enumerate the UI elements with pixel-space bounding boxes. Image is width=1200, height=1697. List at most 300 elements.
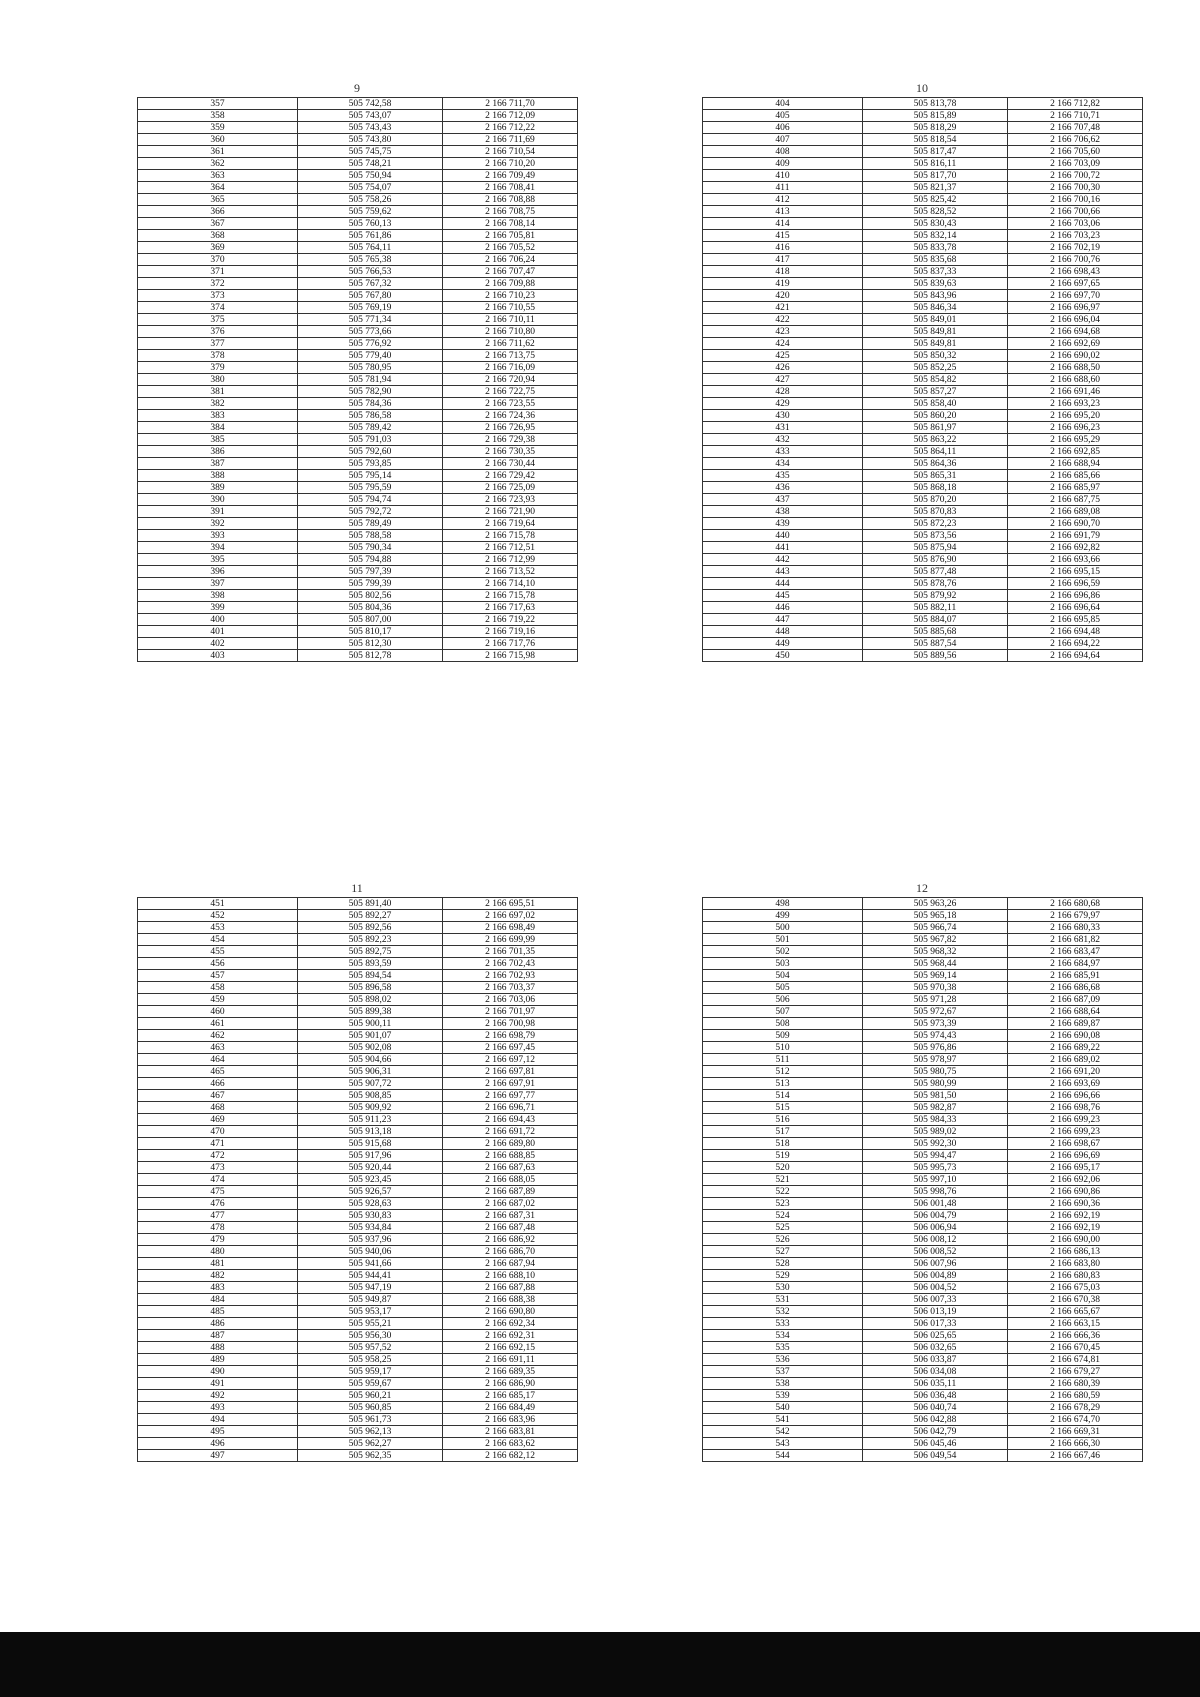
point-number-cell: 462 — [138, 1030, 298, 1042]
x-coordinate-cell: 505 771,34 — [298, 314, 443, 326]
point-number-cell: 539 — [703, 1390, 863, 1402]
y-coordinate-cell: 2 166 667,46 — [1008, 1450, 1143, 1462]
table-row — [703, 206, 1143, 218]
point-number-cell: 502 — [703, 946, 863, 958]
y-coordinate-cell: 2 166 705,60 — [1008, 146, 1143, 158]
point-number-cell: 521 — [703, 1174, 863, 1186]
y-coordinate-cell: 2 166 715,78 — [443, 530, 578, 542]
x-coordinate-cell: 505 788,58 — [298, 530, 443, 542]
point-number-cell: 423 — [703, 326, 863, 338]
x-coordinate-cell: 505 795,59 — [298, 482, 443, 494]
table-row — [703, 182, 1143, 194]
x-coordinate-cell: 505 885,68 — [863, 626, 1008, 638]
y-coordinate-cell: 2 166 689,08 — [1008, 506, 1143, 518]
point-number-cell: 507 — [703, 1006, 863, 1018]
table-row — [703, 1126, 1143, 1138]
x-coordinate-cell: 505 940,06 — [298, 1246, 443, 1258]
point-number-cell: 395 — [138, 554, 298, 566]
table-row — [703, 1102, 1143, 1114]
x-coordinate-cell: 505 891,40 — [298, 898, 443, 910]
x-coordinate-cell: 506 007,96 — [863, 1258, 1008, 1270]
y-coordinate-cell: 2 166 674,81 — [1008, 1354, 1143, 1366]
y-coordinate-cell: 2 166 706,62 — [1008, 134, 1143, 146]
x-coordinate-cell: 505 926,57 — [298, 1186, 443, 1198]
table-row — [138, 446, 578, 458]
y-coordinate-cell: 2 166 708,75 — [443, 206, 578, 218]
y-coordinate-cell: 2 166 687,89 — [443, 1186, 578, 1198]
x-coordinate-cell: 505 789,49 — [298, 518, 443, 530]
table-row — [703, 614, 1143, 626]
table-row — [138, 626, 578, 638]
y-coordinate-cell: 2 166 687,94 — [443, 1258, 578, 1270]
y-coordinate-cell: 2 166 693,69 — [1008, 1078, 1143, 1090]
point-number-cell: 361 — [138, 146, 298, 158]
table-row — [138, 530, 578, 542]
y-coordinate-cell: 2 166 694,48 — [1008, 626, 1143, 638]
y-coordinate-cell: 2 166 697,45 — [443, 1042, 578, 1054]
point-number-cell: 378 — [138, 350, 298, 362]
y-coordinate-cell: 2 166 670,38 — [1008, 1294, 1143, 1306]
x-coordinate-cell: 505 973,39 — [863, 1018, 1008, 1030]
x-coordinate-cell: 505 971,28 — [863, 994, 1008, 1006]
point-number-cell: 467 — [138, 1090, 298, 1102]
table-row — [703, 1390, 1143, 1402]
y-coordinate-cell: 2 166 700,30 — [1008, 182, 1143, 194]
table-row — [138, 554, 578, 566]
table-row — [138, 1246, 578, 1258]
y-coordinate-cell: 2 166 729,38 — [443, 434, 578, 446]
y-coordinate-cell: 2 166 725,09 — [443, 482, 578, 494]
point-number-cell: 516 — [703, 1114, 863, 1126]
table-row — [138, 362, 578, 374]
point-number-cell: 485 — [138, 1306, 298, 1318]
table-row — [703, 922, 1143, 934]
x-coordinate-cell: 505 839,63 — [863, 278, 1008, 290]
table-row — [138, 410, 578, 422]
x-coordinate-cell: 505 984,33 — [863, 1114, 1008, 1126]
x-coordinate-cell: 505 743,07 — [298, 110, 443, 122]
x-coordinate-cell: 505 896,58 — [298, 982, 443, 994]
point-number-cell: 359 — [138, 122, 298, 134]
y-coordinate-cell: 2 166 711,69 — [443, 134, 578, 146]
y-coordinate-cell: 2 166 723,93 — [443, 494, 578, 506]
table-row — [703, 1042, 1143, 1054]
point-number-cell: 509 — [703, 1030, 863, 1042]
table-row — [138, 1090, 578, 1102]
coordinates-table — [702, 897, 1143, 1462]
table-row — [703, 506, 1143, 518]
point-number-cell: 494 — [138, 1414, 298, 1426]
table-row — [138, 1390, 578, 1402]
x-coordinate-cell: 505 849,01 — [863, 314, 1008, 326]
y-coordinate-cell: 2 166 722,75 — [443, 386, 578, 398]
y-coordinate-cell: 2 166 688,94 — [1008, 458, 1143, 470]
y-coordinate-cell: 2 166 695,29 — [1008, 434, 1143, 446]
table-row — [703, 970, 1143, 982]
x-coordinate-cell: 505 761,86 — [298, 230, 443, 242]
point-number-cell: 432 — [703, 434, 863, 446]
x-coordinate-cell: 505 962,13 — [298, 1426, 443, 1438]
table-row — [703, 1270, 1143, 1282]
x-coordinate-cell: 505 878,76 — [863, 578, 1008, 590]
point-number-cell: 457 — [138, 970, 298, 982]
x-coordinate-cell: 505 857,27 — [863, 386, 1008, 398]
table-row — [703, 314, 1143, 326]
y-coordinate-cell: 2 166 692,85 — [1008, 446, 1143, 458]
y-coordinate-cell: 2 166 695,85 — [1008, 614, 1143, 626]
point-number-cell: 481 — [138, 1258, 298, 1270]
point-number-cell: 474 — [138, 1174, 298, 1186]
y-coordinate-cell: 2 166 700,66 — [1008, 206, 1143, 218]
table-row — [703, 1414, 1143, 1426]
coordinates-table — [702, 97, 1143, 662]
table-row — [703, 230, 1143, 242]
table-row — [138, 566, 578, 578]
x-coordinate-cell: 505 864,36 — [863, 458, 1008, 470]
y-coordinate-cell: 2 166 714,10 — [443, 578, 578, 590]
point-number-cell: 477 — [138, 1210, 298, 1222]
point-number-cell: 417 — [703, 254, 863, 266]
table-row — [703, 1330, 1143, 1342]
point-number-cell: 449 — [703, 638, 863, 650]
y-coordinate-cell: 2 166 717,63 — [443, 602, 578, 614]
y-coordinate-cell: 2 166 712,09 — [443, 110, 578, 122]
point-number-cell: 452 — [138, 910, 298, 922]
y-coordinate-cell: 2 166 708,41 — [443, 182, 578, 194]
table-row — [138, 458, 578, 470]
y-coordinate-cell: 2 166 688,60 — [1008, 374, 1143, 386]
point-number-cell: 428 — [703, 386, 863, 398]
table-row — [138, 1426, 578, 1438]
x-coordinate-cell: 505 957,52 — [298, 1342, 443, 1354]
x-coordinate-cell: 505 793,85 — [298, 458, 443, 470]
point-number-cell: 434 — [703, 458, 863, 470]
table-row — [138, 1150, 578, 1162]
x-coordinate-cell: 505 968,44 — [863, 958, 1008, 970]
y-coordinate-cell: 2 166 703,09 — [1008, 158, 1143, 170]
point-number-cell: 416 — [703, 242, 863, 254]
y-coordinate-cell: 2 166 715,78 — [443, 590, 578, 602]
table-row — [138, 1030, 578, 1042]
table-row — [138, 1450, 578, 1462]
y-coordinate-cell: 2 166 698,79 — [443, 1030, 578, 1042]
y-coordinate-cell: 2 166 692,82 — [1008, 542, 1143, 554]
point-number-cell: 439 — [703, 518, 863, 530]
point-number-cell: 366 — [138, 206, 298, 218]
point-number-cell: 455 — [138, 946, 298, 958]
x-coordinate-cell: 505 904,66 — [298, 1054, 443, 1066]
point-number-cell: 503 — [703, 958, 863, 970]
table-row — [703, 1210, 1143, 1222]
x-coordinate-cell: 505 962,27 — [298, 1438, 443, 1450]
y-coordinate-cell: 2 166 680,83 — [1008, 1270, 1143, 1282]
y-coordinate-cell: 2 166 702,43 — [443, 958, 578, 970]
x-coordinate-cell: 505 876,90 — [863, 554, 1008, 566]
y-coordinate-cell: 2 166 700,72 — [1008, 170, 1143, 182]
table-row — [138, 374, 578, 386]
x-coordinate-cell: 505 812,78 — [298, 650, 443, 662]
y-coordinate-cell: 2 166 681,82 — [1008, 934, 1143, 946]
x-coordinate-cell: 505 928,63 — [298, 1198, 443, 1210]
y-coordinate-cell: 2 166 710,55 — [443, 302, 578, 314]
table-row — [138, 1318, 578, 1330]
point-number-cell: 410 — [703, 170, 863, 182]
table-row — [138, 302, 578, 314]
point-number-cell: 371 — [138, 266, 298, 278]
y-coordinate-cell: 2 166 700,16 — [1008, 194, 1143, 206]
point-number-cell: 374 — [138, 302, 298, 314]
table-row — [138, 290, 578, 302]
point-number-cell: 401 — [138, 626, 298, 638]
point-number-cell: 480 — [138, 1246, 298, 1258]
y-coordinate-cell: 2 166 679,27 — [1008, 1366, 1143, 1378]
x-coordinate-cell: 505 821,37 — [863, 182, 1008, 194]
table-row — [703, 1174, 1143, 1186]
point-number-cell: 436 — [703, 482, 863, 494]
point-number-cell: 372 — [138, 278, 298, 290]
table-row — [703, 626, 1143, 638]
table-row — [703, 898, 1143, 910]
x-coordinate-cell: 505 995,73 — [863, 1162, 1008, 1174]
x-coordinate-cell: 505 969,14 — [863, 970, 1008, 982]
point-number-cell: 505 — [703, 982, 863, 994]
y-coordinate-cell: 2 166 730,44 — [443, 458, 578, 470]
table-row — [138, 1282, 578, 1294]
point-number-cell: 461 — [138, 1018, 298, 1030]
point-number-cell: 493 — [138, 1402, 298, 1414]
table-row — [703, 994, 1143, 1006]
table-row — [703, 1198, 1143, 1210]
table-row — [703, 218, 1143, 230]
x-coordinate-cell: 505 900,11 — [298, 1018, 443, 1030]
x-coordinate-cell: 505 758,26 — [298, 194, 443, 206]
x-coordinate-cell: 505 794,74 — [298, 494, 443, 506]
x-coordinate-cell: 505 750,94 — [298, 170, 443, 182]
x-coordinate-cell: 505 760,13 — [298, 218, 443, 230]
y-coordinate-cell: 2 166 702,19 — [1008, 242, 1143, 254]
x-coordinate-cell: 505 776,92 — [298, 338, 443, 350]
point-number-cell: 536 — [703, 1354, 863, 1366]
y-coordinate-cell: 2 166 665,67 — [1008, 1306, 1143, 1318]
x-coordinate-cell: 505 748,21 — [298, 158, 443, 170]
table-row — [703, 146, 1143, 158]
x-coordinate-cell: 505 907,72 — [298, 1078, 443, 1090]
x-coordinate-cell: 505 894,54 — [298, 970, 443, 982]
point-number-cell: 357 — [138, 98, 298, 110]
point-number-cell: 504 — [703, 970, 863, 982]
y-coordinate-cell: 2 166 687,75 — [1008, 494, 1143, 506]
point-number-cell: 512 — [703, 1066, 863, 1078]
point-number-cell: 375 — [138, 314, 298, 326]
table-row — [138, 1078, 578, 1090]
point-number-cell: 524 — [703, 1210, 863, 1222]
table-row — [138, 182, 578, 194]
x-coordinate-cell: 506 040,74 — [863, 1402, 1008, 1414]
table-row — [703, 1282, 1143, 1294]
y-coordinate-cell: 2 166 716,09 — [443, 362, 578, 374]
y-coordinate-cell: 2 166 696,69 — [1008, 1150, 1143, 1162]
x-coordinate-cell: 505 960,85 — [298, 1402, 443, 1414]
point-number-cell: 526 — [703, 1234, 863, 1246]
table-row — [703, 910, 1143, 922]
point-number-cell: 370 — [138, 254, 298, 266]
x-coordinate-cell: 505 972,67 — [863, 1006, 1008, 1018]
point-number-cell: 468 — [138, 1102, 298, 1114]
point-number-cell: 400 — [138, 614, 298, 626]
x-coordinate-cell: 505 892,56 — [298, 922, 443, 934]
point-number-cell: 484 — [138, 1294, 298, 1306]
table-row — [138, 494, 578, 506]
point-number-cell: 496 — [138, 1438, 298, 1450]
point-number-cell: 402 — [138, 638, 298, 650]
table-row — [138, 1054, 578, 1066]
point-number-cell: 514 — [703, 1090, 863, 1102]
x-coordinate-cell: 505 818,29 — [863, 122, 1008, 134]
y-coordinate-cell: 2 166 717,76 — [443, 638, 578, 650]
table-row — [138, 1258, 578, 1270]
table-row — [703, 1150, 1143, 1162]
x-coordinate-cell: 505 920,44 — [298, 1162, 443, 1174]
x-coordinate-cell: 505 792,72 — [298, 506, 443, 518]
y-coordinate-cell: 2 166 683,47 — [1008, 946, 1143, 958]
x-coordinate-cell: 505 959,17 — [298, 1366, 443, 1378]
y-coordinate-cell: 2 166 713,52 — [443, 566, 578, 578]
y-coordinate-cell: 2 166 684,97 — [1008, 958, 1143, 970]
point-number-cell: 530 — [703, 1282, 863, 1294]
point-number-cell: 519 — [703, 1150, 863, 1162]
y-coordinate-cell: 2 166 710,20 — [443, 158, 578, 170]
x-coordinate-cell: 506 017,33 — [863, 1318, 1008, 1330]
table-row — [138, 650, 578, 662]
y-coordinate-cell: 2 166 697,91 — [443, 1078, 578, 1090]
y-coordinate-cell: 2 166 689,35 — [443, 1366, 578, 1378]
y-coordinate-cell: 2 166 694,43 — [443, 1114, 578, 1126]
x-coordinate-cell: 505 825,42 — [863, 194, 1008, 206]
point-number-cell: 499 — [703, 910, 863, 922]
point-number-cell: 476 — [138, 1198, 298, 1210]
table-row — [703, 1186, 1143, 1198]
y-coordinate-cell: 2 166 694,68 — [1008, 326, 1143, 338]
x-coordinate-cell: 505 854,82 — [863, 374, 1008, 386]
table-row — [138, 922, 578, 934]
table-row — [703, 1114, 1143, 1126]
y-coordinate-cell: 2 166 688,50 — [1008, 362, 1143, 374]
table-row — [703, 278, 1143, 290]
x-coordinate-cell: 505 892,27 — [298, 910, 443, 922]
point-number-cell: 424 — [703, 338, 863, 350]
x-coordinate-cell: 505 997,10 — [863, 1174, 1008, 1186]
y-coordinate-cell: 2 166 699,99 — [443, 934, 578, 946]
x-coordinate-cell: 506 004,79 — [863, 1210, 1008, 1222]
point-number-cell: 404 — [703, 98, 863, 110]
y-coordinate-cell: 2 166 685,91 — [1008, 970, 1143, 982]
y-coordinate-cell: 2 166 689,02 — [1008, 1054, 1143, 1066]
point-number-cell: 382 — [138, 398, 298, 410]
point-number-cell: 478 — [138, 1222, 298, 1234]
point-number-cell: 384 — [138, 422, 298, 434]
table-row — [703, 602, 1143, 614]
point-number-cell: 489 — [138, 1354, 298, 1366]
table-row — [138, 1438, 578, 1450]
coordinates-table — [137, 97, 578, 662]
point-number-cell: 441 — [703, 542, 863, 554]
x-coordinate-cell: 505 828,52 — [863, 206, 1008, 218]
y-coordinate-cell: 2 166 698,67 — [1008, 1138, 1143, 1150]
table-row — [138, 578, 578, 590]
x-coordinate-cell: 505 980,99 — [863, 1078, 1008, 1090]
point-number-cell: 412 — [703, 194, 863, 206]
y-coordinate-cell: 2 166 702,93 — [443, 970, 578, 982]
point-number-cell: 373 — [138, 290, 298, 302]
x-coordinate-cell: 505 941,66 — [298, 1258, 443, 1270]
y-coordinate-cell: 2 166 695,20 — [1008, 410, 1143, 422]
y-coordinate-cell: 2 166 682,12 — [443, 1450, 578, 1462]
x-coordinate-cell: 505 792,60 — [298, 446, 443, 458]
table-row — [138, 898, 578, 910]
y-coordinate-cell: 2 166 688,10 — [443, 1270, 578, 1282]
x-coordinate-cell: 505 832,14 — [863, 230, 1008, 242]
table-row — [703, 254, 1143, 266]
table-row — [138, 1366, 578, 1378]
y-coordinate-cell: 2 166 690,00 — [1008, 1234, 1143, 1246]
x-coordinate-cell: 505 958,25 — [298, 1354, 443, 1366]
y-coordinate-cell: 2 166 703,23 — [1008, 230, 1143, 242]
y-coordinate-cell: 2 166 687,88 — [443, 1282, 578, 1294]
y-coordinate-cell: 2 166 697,77 — [443, 1090, 578, 1102]
x-coordinate-cell: 505 850,32 — [863, 350, 1008, 362]
x-coordinate-cell: 505 861,97 — [863, 422, 1008, 434]
table-row — [138, 470, 578, 482]
table-row — [703, 566, 1143, 578]
y-coordinate-cell: 2 166 703,06 — [443, 994, 578, 1006]
y-coordinate-cell: 2 166 690,86 — [1008, 1186, 1143, 1198]
point-number-cell: 393 — [138, 530, 298, 542]
point-number-cell: 369 — [138, 242, 298, 254]
point-number-cell: 495 — [138, 1426, 298, 1438]
y-coordinate-cell: 2 166 694,64 — [1008, 650, 1143, 662]
point-number-cell: 520 — [703, 1162, 863, 1174]
y-coordinate-cell: 2 166 698,43 — [1008, 266, 1143, 278]
y-coordinate-cell: 2 166 707,47 — [443, 266, 578, 278]
table-row — [703, 458, 1143, 470]
point-number-cell: 498 — [703, 898, 863, 910]
point-number-cell: 538 — [703, 1378, 863, 1390]
point-number-cell: 483 — [138, 1282, 298, 1294]
x-coordinate-cell: 505 784,36 — [298, 398, 443, 410]
y-coordinate-cell: 2 166 696,23 — [1008, 422, 1143, 434]
x-coordinate-cell: 505 833,78 — [863, 242, 1008, 254]
y-coordinate-cell: 2 166 726,95 — [443, 422, 578, 434]
point-number-cell: 376 — [138, 326, 298, 338]
y-coordinate-cell: 2 166 686,68 — [1008, 982, 1143, 994]
table-row — [138, 350, 578, 362]
point-number-cell: 469 — [138, 1114, 298, 1126]
y-coordinate-cell: 2 166 699,23 — [1008, 1126, 1143, 1138]
point-number-cell: 394 — [138, 542, 298, 554]
y-coordinate-cell: 2 166 715,98 — [443, 650, 578, 662]
x-coordinate-cell: 505 804,36 — [298, 602, 443, 614]
point-number-cell: 431 — [703, 422, 863, 434]
point-number-cell: 360 — [138, 134, 298, 146]
y-coordinate-cell: 2 166 696,86 — [1008, 590, 1143, 602]
point-number-cell: 531 — [703, 1294, 863, 1306]
point-number-cell: 454 — [138, 934, 298, 946]
point-number-cell: 450 — [703, 650, 863, 662]
x-coordinate-cell: 505 998,76 — [863, 1186, 1008, 1198]
y-coordinate-cell: 2 166 695,15 — [1008, 566, 1143, 578]
x-coordinate-cell: 505 743,43 — [298, 122, 443, 134]
table-row — [703, 638, 1143, 650]
